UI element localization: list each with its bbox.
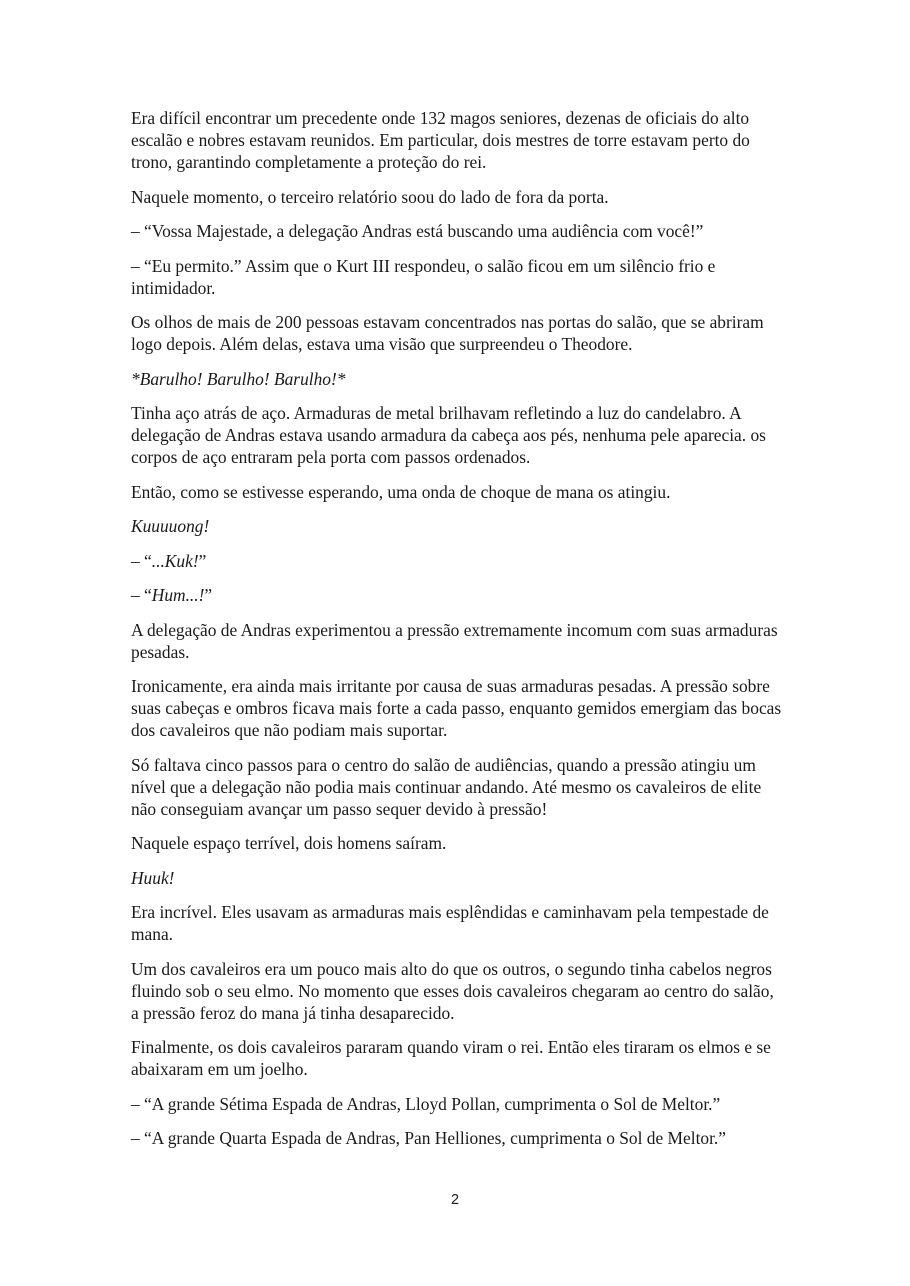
paragraph-11-dialogue xyxy=(131,584,783,606)
paragraph-15: Naquele espaço terrível, dois homens saíram. xyxy=(131,833,447,853)
paragraph-20: – “A grande Sétima Espada de Andras, Lloyd Pollan, cumprimenta o Sol de Meltor.” xyxy=(131,1093,721,1114)
paragraph-21: – “A grande Quarta Espada de Andras, Pan Helliones, cumprimenta o Sol de Meltor.” xyxy=(131,1128,726,1148)
paragraph-2: Naquele momento, o terceiro relatório soou do lado de fora da porta. xyxy=(131,186,609,207)
paragraph-8: Então, como se estivesse esperando, uma onda de choque de mana os atingiu. xyxy=(131,481,671,502)
paragraph-17: Era incrível. Eles usavam as armaduras mais esplêndidas e caminhavam pela tempestade de mana. xyxy=(131,902,769,944)
dialogue-prefix: – “ xyxy=(131,550,152,571)
paragraph-13: Ironicamente, era ainda mais irritante por causa de suas armaduras pesadas. A pressão sobre suas cabeças e ombros ficava mais forte a cada passo, enquanto gemidos emergiam das bocas dos cavaleiros que não podiam mais suportar. xyxy=(131,676,782,740)
paragraph-12: A delegação de Andras experimentou a pressão extremamente incomum com suas armaduras pesadas. xyxy=(131,619,778,662)
paragraph-10-dialogue xyxy=(131,550,783,572)
paragraph-6-sound-effect: *Barulho! Barulho! Barulho!* xyxy=(131,368,346,389)
dialogue-suffix: ” xyxy=(204,585,213,605)
dialogue-suffix: ” xyxy=(198,550,207,571)
paragraph-16-sound-effect: Huuk! xyxy=(131,867,175,888)
page-number: 2 xyxy=(450,1192,460,1208)
paragraph-14: Só faltava cinco passos para o centro do salão de audiências, quando a pressão atingiu um nível que a delegação não podia mais continuar andando. Até mesmo os cavaleiros de elite não conseguiam avançar um passo sequer devido à pressão! xyxy=(131,754,762,819)
paragraph-3: – “Vossa Majestade, a delegação Andras está buscando uma audiência com você!” xyxy=(131,221,704,241)
paragraph-7: Tinha aço atrás de aço. Armaduras de metal brilhavam refletindo a luz do candelabro. A delegação de Andras estava usando armadura da cabeça aos pés, nenhuma pele aparecia. os corpos de aço entraram pela porta com passos ordenados. xyxy=(131,403,766,467)
paragraph-5: Os olhos de mais de 200 pessoas estavam concentrados nas portas do salão, que se abriram logo depois. Além delas, estava uma visão que surpreendeu o Theodore. xyxy=(131,312,764,354)
page-body xyxy=(131,107,783,1162)
paragraph-18: Um dos cavaleiros era um pouco mais alto do que os outros, o segundo tinha cabelos negros fluindo sob o seu elmo. No momento que esses dois cavaleiros chegaram ao centro do salão, a pressão feroz do mana já tinha desaparecido. xyxy=(131,958,774,1023)
paragraph-19: Finalmente, os dois cavaleiros pararam quando viram o rei. Então eles tiraram os elmos e se abaixaram em um joelho. xyxy=(131,1037,771,1079)
paragraph-1: Era difícil encontrar um precedente onde 132 magos seniores, dezenas de oficiais do alto escalão e nobres estavam reunidos. Em particular, dois mestres de torre estavam perto do trono, garantindo completamente a proteção do rei. xyxy=(131,108,750,172)
dialogue-italic-text: ...Kuk! xyxy=(151,550,199,571)
dialogue-italic-text: Hum...! xyxy=(151,585,205,605)
dialogue-prefix: – “ xyxy=(131,585,152,605)
paragraph-9-sound-effect: Kuuuuong! xyxy=(131,516,210,536)
paragraph-4: – “Eu permito.” Assim que o Kurt III respondeu, o salão ficou em um silêncio frio e intimidador. xyxy=(131,255,716,298)
